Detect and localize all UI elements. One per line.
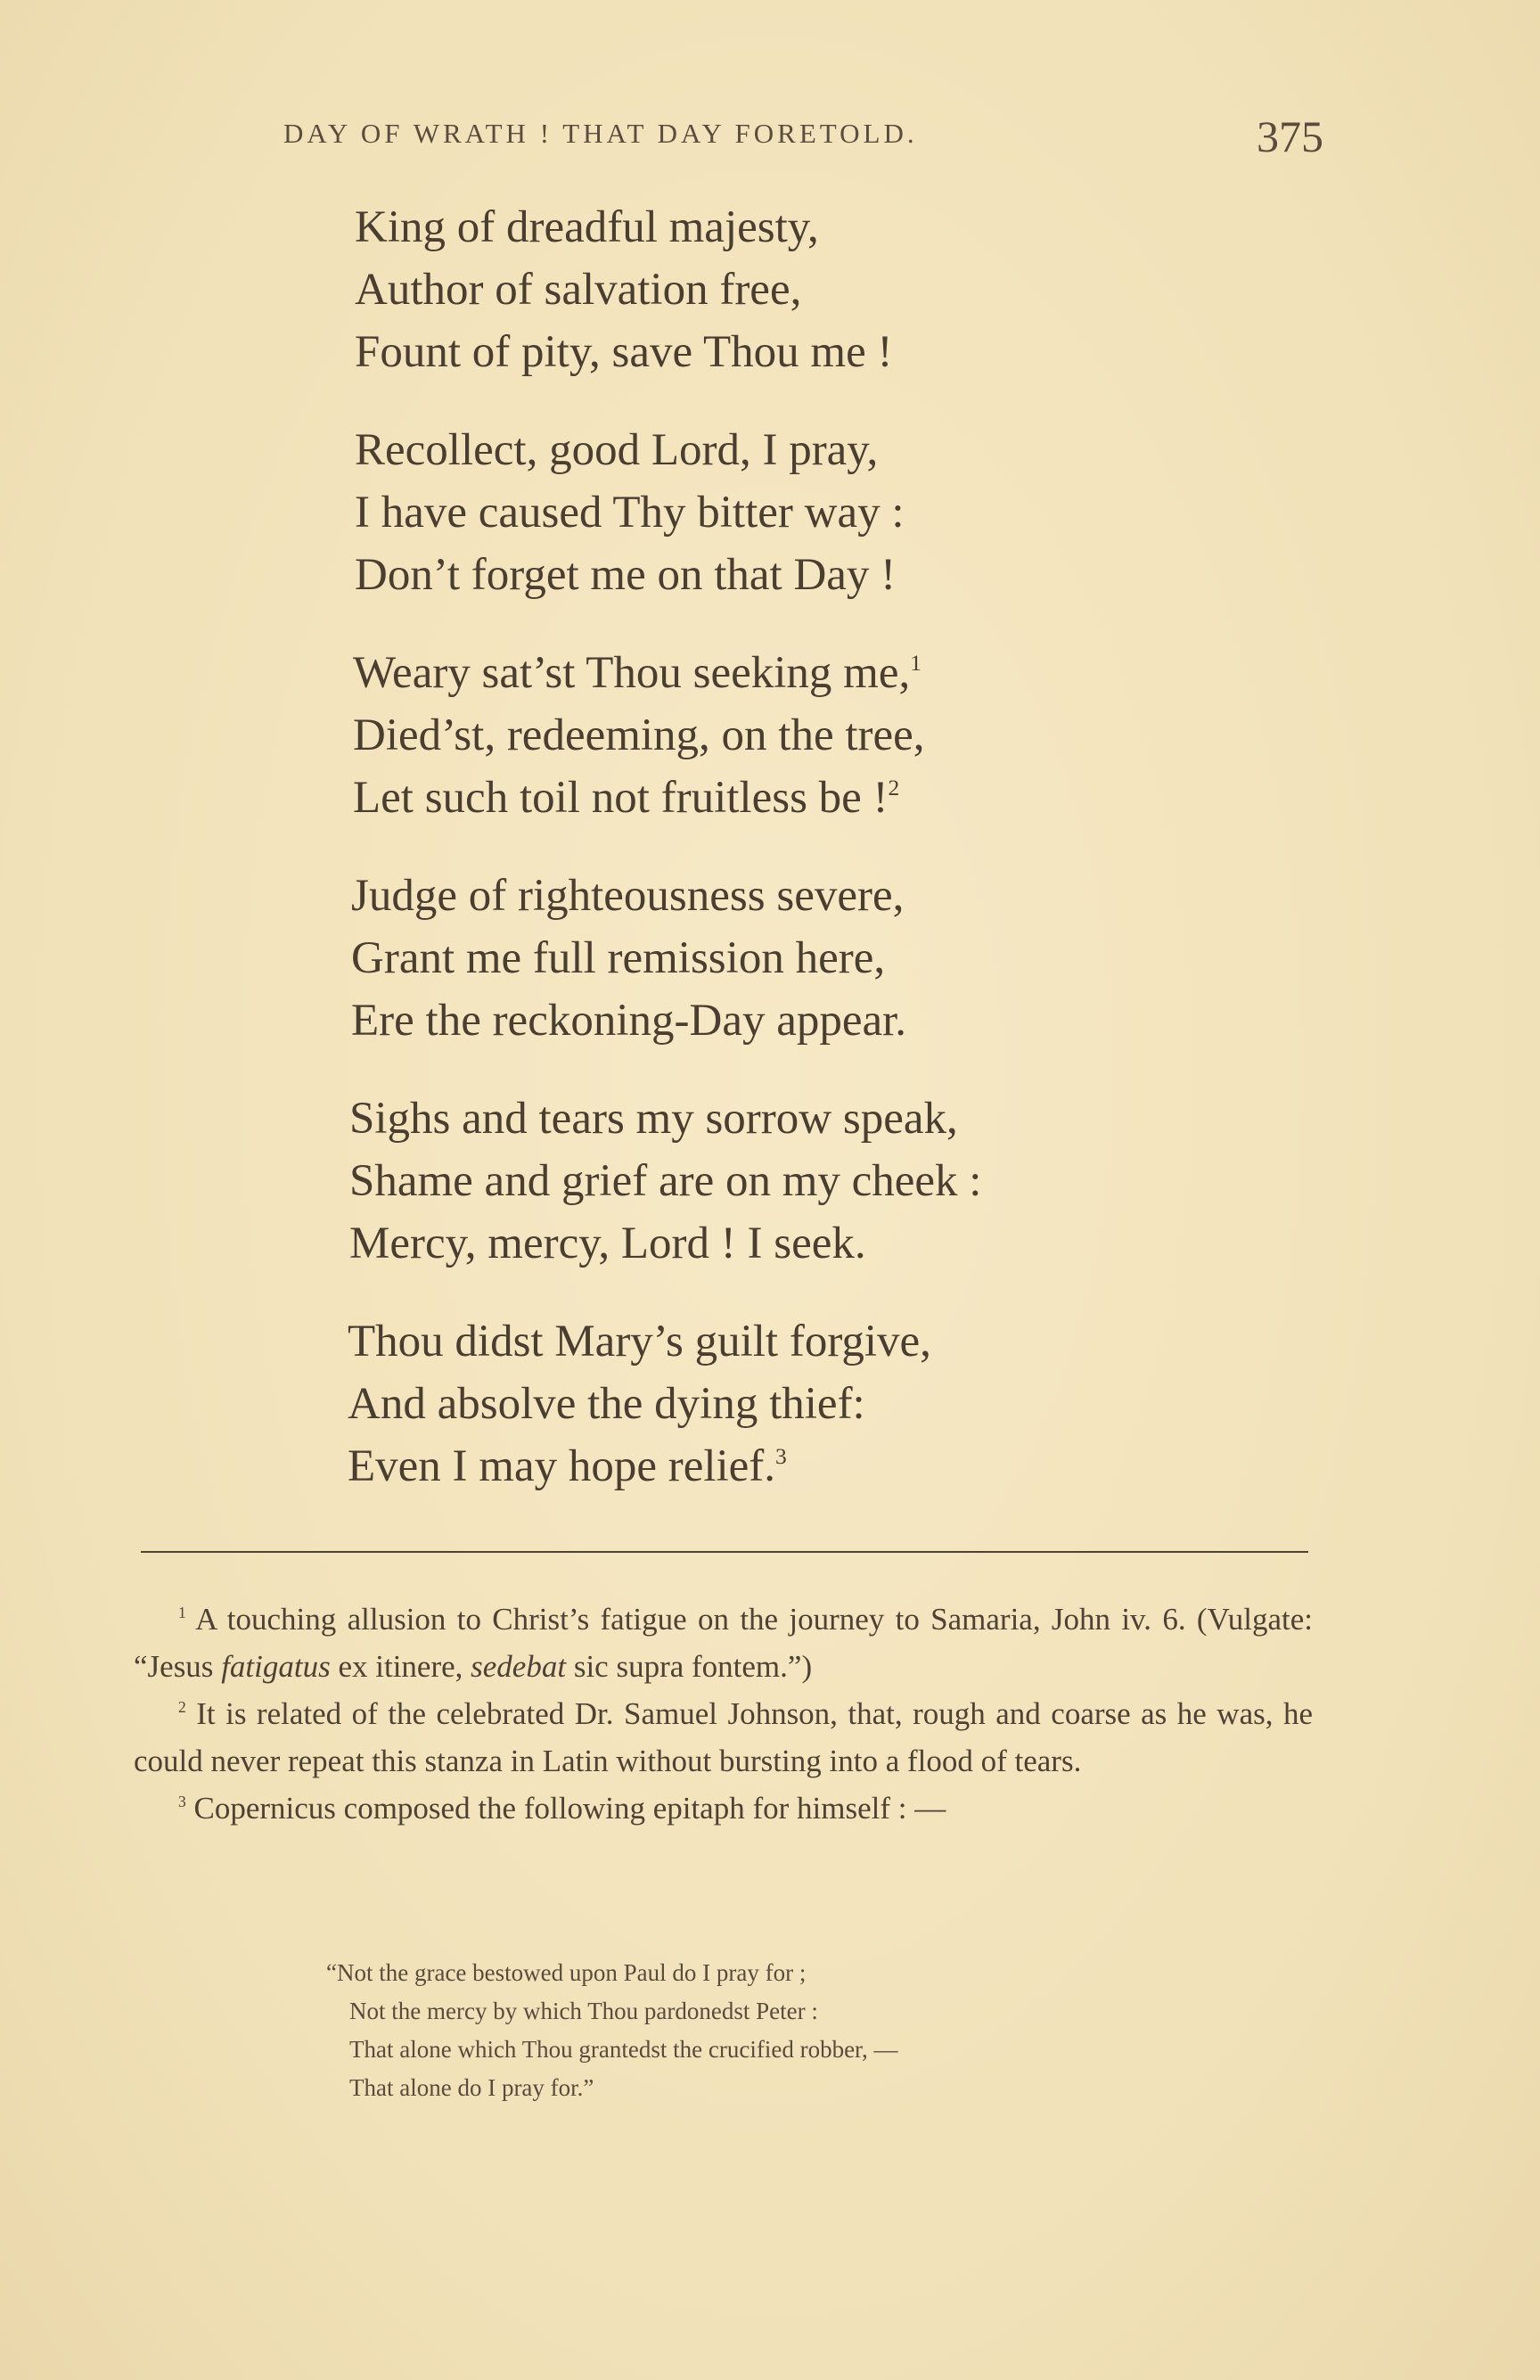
footnote-3 xyxy=(134,1785,1313,1832)
verse-line xyxy=(353,642,925,704)
stanza xyxy=(351,865,906,1052)
footnote-ref[interactable]: 3 xyxy=(775,1442,787,1469)
verse-text: Weary sat’st Thou seeking me, xyxy=(353,648,911,698)
stanza xyxy=(349,1087,981,1275)
verse-line: And absolve the dying thief: xyxy=(348,1379,865,1429)
verse-line: Mercy, mercy, Lord ! I seek. xyxy=(349,1219,866,1268)
footnote-mark: 2 xyxy=(178,1697,186,1716)
running-head: DAY OF WRATH ! THAT DAY FORETOLD. xyxy=(283,118,918,149)
footnote-1 xyxy=(134,1596,1313,1690)
verse-line: Fount of pity, save Thou me ! xyxy=(355,327,893,377)
footnote-divider xyxy=(141,1551,1308,1553)
verse-line: Recollect, good Lord, I pray, xyxy=(355,425,879,475)
verse-line xyxy=(348,1435,931,1498)
stanza xyxy=(355,196,892,383)
footnote-text: sic supra fontem.”) xyxy=(566,1649,813,1684)
epitaph-line: Not the mercy by which Thou pardonedst Peter : xyxy=(349,1998,818,2024)
verse-line xyxy=(353,767,925,829)
stanza xyxy=(348,1310,931,1498)
stanza xyxy=(355,419,905,606)
footnote-text: Copernicus composed the following epitaph for himself : — xyxy=(193,1791,946,1826)
verse-line: Don’t forget me on that Day ! xyxy=(355,550,897,600)
footnotes xyxy=(134,1596,1313,1832)
verse-line: Died’st, redeeming, on the tree, xyxy=(353,710,925,760)
stanza xyxy=(353,642,925,829)
verse-line: Grant me full remission here, xyxy=(351,933,886,983)
footnote-italic: sedebat xyxy=(471,1649,567,1684)
footnote-mark: 3 xyxy=(178,1792,186,1810)
verse-line: King of dreadful majesty, xyxy=(355,202,819,252)
footnote-text: It is related of the celebrated Dr. Samuel Johnson, that, rough and coarse as he was, he could never repeat this stanza in Latin without bursting into a flood of tears. xyxy=(134,1696,1313,1778)
verse-line: Author of salvation free, xyxy=(355,265,802,315)
verse-line: Thou didst Mary’s guilt forgive, xyxy=(348,1317,931,1366)
verse-text: Even I may hope relief. xyxy=(348,1441,776,1491)
verse-line: Shame and grief are on my cheek : xyxy=(349,1156,982,1206)
verse-line: Judge of righteousness severe, xyxy=(351,871,905,921)
footnote-italic: fatigatus xyxy=(221,1649,331,1684)
epitaph-line: That alone which Thou grantedst the crucified robber, — xyxy=(349,2036,898,2063)
verse-line: Ere the reckoning-Day appear. xyxy=(351,996,907,1046)
page-number: 375 xyxy=(1257,111,1323,161)
footnote-mark: 1 xyxy=(178,1603,186,1621)
epitaph-quote xyxy=(326,1954,897,2107)
footnote-2 xyxy=(134,1690,1313,1785)
footnote-ref[interactable]: 1 xyxy=(910,649,922,676)
epitaph-line: “Not the grace bestowed upon Paul do I pray for ; xyxy=(326,1959,807,1986)
footnote-ref[interactable]: 2 xyxy=(888,774,900,800)
epitaph-line: That alone do I pray for.” xyxy=(349,2074,594,2101)
footnote-text: A touching allusion to Christ’s fatigue on the journey to Samaria, John iv. 6. (Vulgate: “Jesus xyxy=(134,1602,1313,1684)
footnote-text: ex itinere, xyxy=(330,1649,471,1684)
verse-text: Let such toil not fruitless be ! xyxy=(353,773,889,823)
verse-line: Sighs and tears my sorrow speak, xyxy=(349,1094,958,1144)
verse-line: I have caused Thy bitter way : xyxy=(355,488,905,538)
